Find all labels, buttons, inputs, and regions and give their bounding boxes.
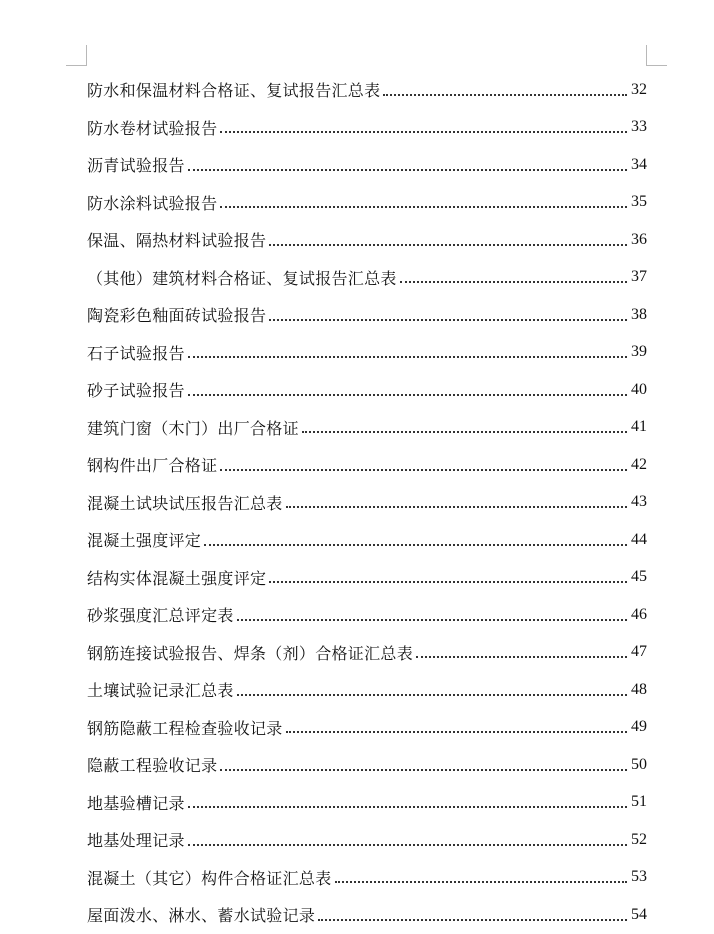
toc-entry-page-number: 53: [631, 868, 647, 886]
toc-entry[interactable]: [87, 671, 647, 709]
toc-entry[interactable]: [87, 746, 647, 784]
dot-leader: [335, 881, 627, 883]
toc-entry-title: 地基处理记录: [87, 831, 185, 851]
toc-entry-page-number: 38: [631, 305, 647, 323]
toc-entry-page-number: 36: [631, 230, 647, 248]
toc-entry-page-number: 47: [631, 643, 647, 661]
toc-entry-title: 砂浆强度汇总评定表: [87, 606, 234, 626]
dot-leader: [286, 731, 627, 733]
toc-entry[interactable]: [87, 634, 647, 672]
toc-entry-title: 砂子试验报告: [87, 381, 185, 401]
toc-entry-page-number: 44: [631, 530, 647, 548]
dot-leader: [188, 356, 627, 358]
dot-leader: [286, 506, 627, 508]
dot-leader: [302, 431, 627, 433]
toc-entry-page-number: 51: [631, 793, 647, 811]
toc-entry-title: 土壤试验记录汇总表: [87, 681, 234, 701]
toc-entry-page-number: 50: [631, 755, 647, 773]
toc-entry[interactable]: [87, 259, 647, 297]
dot-leader: [400, 281, 627, 283]
dot-leader: [188, 844, 627, 846]
toc-entry-title: 隐蔽工程验收记录: [87, 756, 218, 776]
dot-leader: [220, 206, 627, 208]
toc-entry-title: 钢筋连接试验报告、焊条（剂）合格证汇总表: [87, 643, 414, 663]
dot-leader: [269, 581, 627, 583]
dot-leader: [204, 544, 627, 546]
toc-entry[interactable]: [87, 409, 647, 447]
dot-leader: [383, 94, 627, 96]
toc-entry[interactable]: [87, 371, 647, 409]
toc-entry[interactable]: [87, 484, 647, 522]
toc-entry-page-number: 43: [631, 493, 647, 511]
dot-leader: [416, 656, 627, 658]
toc-entry[interactable]: [87, 296, 647, 334]
toc-entry-page-number: 52: [631, 830, 647, 848]
dot-leader: [237, 694, 627, 696]
dot-leader: [318, 919, 627, 921]
toc-entry-title: 防水涂料试验报告: [87, 193, 218, 213]
toc-entry[interactable]: [87, 559, 647, 597]
toc-entry[interactable]: [87, 71, 647, 109]
toc-entry-page-number: 42: [631, 455, 647, 473]
toc-entry-title: 保温、隔热材料试验报告: [87, 231, 267, 251]
dot-leader: [269, 244, 627, 246]
toc-entry[interactable]: [87, 521, 647, 559]
toc-entry-title: 钢构件出厂合格证: [87, 456, 218, 476]
toc-entry[interactable]: [87, 334, 647, 372]
toc-entry[interactable]: [87, 184, 647, 222]
toc-entry[interactable]: [87, 446, 647, 484]
dot-leader: [220, 469, 627, 471]
toc-entry-title: 混凝土试块试压报告汇总表: [87, 493, 283, 513]
toc-entry-title: 建筑门窗（木门）出厂合格证: [87, 418, 299, 438]
toc-entry[interactable]: [87, 709, 647, 747]
toc-entry-title: 屋面泼水、淋水、蓄水试验记录: [87, 906, 316, 926]
toc-entry-title: 混凝土强度评定: [87, 531, 202, 551]
toc-entry-title: 沥青试验报告: [87, 156, 185, 176]
toc-entry-title: 防水和保温材料合格证、复试报告汇总表: [87, 81, 381, 101]
top-left-margin-mark: [66, 45, 87, 66]
top-right-margin-mark: [646, 45, 667, 66]
toc-entry[interactable]: [87, 596, 647, 634]
dot-leader: [220, 131, 627, 133]
dot-leader: [269, 319, 627, 321]
toc-entry-page-number: 46: [631, 605, 647, 623]
toc-entry-page-number: 54: [631, 905, 647, 923]
toc-entry-title: 钢筋隐蔽工程检查验收记录: [87, 718, 283, 738]
toc-entry[interactable]: [87, 821, 647, 859]
toc-entry[interactable]: [87, 784, 647, 822]
dot-leader: [188, 394, 627, 396]
table-of-contents: [87, 71, 647, 934]
toc-entry[interactable]: [87, 896, 647, 934]
toc-entry-title: 地基验槽记录: [87, 793, 185, 813]
toc-entry-title: （其他）建筑材料合格证、复试报告汇总表: [87, 268, 397, 288]
toc-entry[interactable]: [87, 859, 647, 897]
dot-leader: [188, 169, 627, 171]
toc-entry-page-number: 45: [631, 568, 647, 586]
toc-entry-page-number: 39: [631, 343, 647, 361]
toc-entry-page-number: 49: [631, 718, 647, 736]
toc-entry-title: 石子试验报告: [87, 343, 185, 363]
dot-leader: [237, 619, 627, 621]
toc-entry-page-number: 37: [631, 268, 647, 286]
toc-entry-title: 陶瓷彩色釉面砖试验报告: [87, 306, 267, 326]
toc-entry-title: 结构实体混凝土强度评定: [87, 568, 267, 588]
dot-leader: [220, 769, 627, 771]
dot-leader: [188, 806, 627, 808]
toc-entry[interactable]: [87, 221, 647, 259]
toc-entry-page-number: 41: [631, 418, 647, 436]
toc-entry-page-number: 34: [631, 155, 647, 173]
toc-entry-page-number: 35: [631, 193, 647, 211]
toc-entry-page-number: 40: [631, 380, 647, 398]
toc-entry-title: 防水卷材试验报告: [87, 118, 218, 138]
toc-entry[interactable]: [87, 109, 647, 147]
toc-entry-title: 混凝土（其它）构件合格证汇总表: [87, 868, 332, 888]
toc-entry-page-number: 32: [631, 80, 647, 98]
toc-entry-page-number: 33: [631, 118, 647, 136]
toc-entry-page-number: 48: [631, 680, 647, 698]
toc-entry[interactable]: [87, 146, 647, 184]
